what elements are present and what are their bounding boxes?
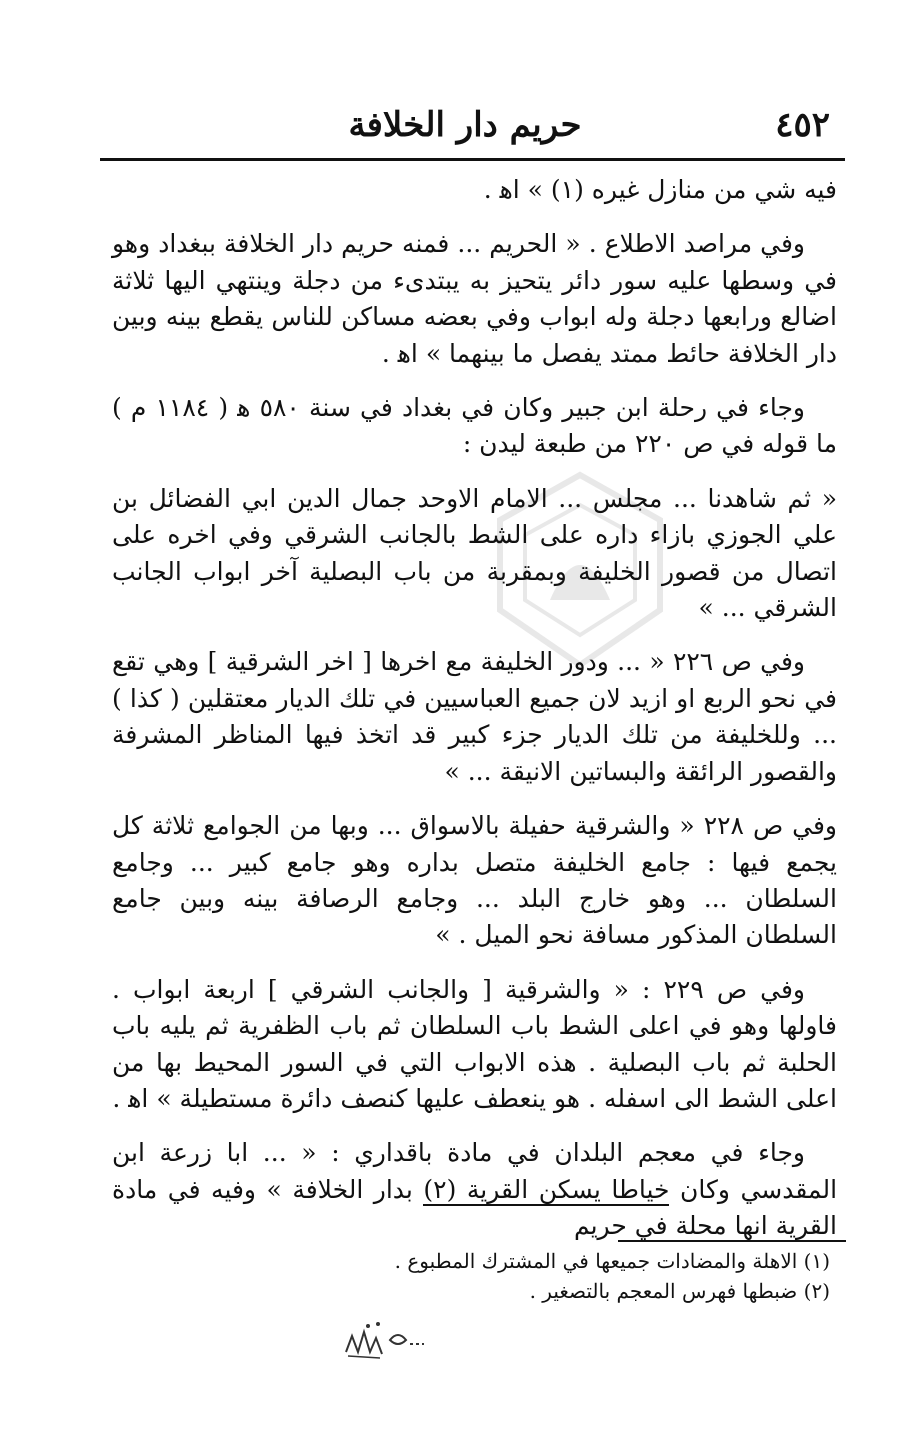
header-rule (100, 158, 845, 161)
paragraph-continuation: فيه شي من منازل غيره (١) » اﻫ . (483, 175, 837, 204)
footnotes (330, 1246, 830, 1306)
mujam-text-start: وجاء في معجم البلدان في مادة باقداري : « ... ابا زرعة ابن المقدسي وكان (112, 1138, 838, 1204)
page-number: ٤٥٢ (775, 105, 830, 145)
body-text (112, 172, 837, 1263)
running-title: حريم دار الخلافة (348, 105, 582, 145)
quote-ibn-jubayr-228: وفي ص ٢٢٨ « والشرقية حفيلة بالاسواق ... وبها من الجوامع ثلاثة كل يجمع فيها : جامع الخليفة متصل بداره وهو جامع كبير ... وجامع السلطان ... وهو خارج البلد ... وجامع الرصافة بينه وبين جامع السلطان المذكور مسافة نحو الميل . » (112, 811, 837, 950)
paragraph-mujam-al-buldan (112, 1135, 837, 1244)
footnote-2: (٢) ضبطها فهرس المعجم بالتصغير . (529, 1279, 830, 1303)
page-header (100, 100, 830, 150)
paragraph-ibn-jubayr: وجاء في رحلة ابن جبير وكان في بغداد في سنة ٥٨٠ ﻫ ( ١١٨٤ م ) ما قوله في ص ٢٢٠ من طبعة ليدن : (112, 393, 837, 459)
quote-ibn-jubayr-220: « ثم شاهدنا ... مجلس ... الامام الاوحد جمال الدين ابي الفضائل بن علي الجوزي بازاء داره على الشط بالجانب الشرقي وفي اخره على اتصال من قصور الخليفة وبمقربة من باب البصلية آخر ابواب الجانب الشرقي ... » (112, 483, 837, 623)
footnote-1: (١) الاهلة والمضادات جميعها في المشترك المطبوع . (394, 1249, 830, 1273)
mujam-text-end: بدار الخلافة » وفيه في مادة القرية انها محلة في حريم (112, 1174, 837, 1241)
mujam-underlined-phrase: خياطا يسكن القرية (٢) (423, 1174, 670, 1204)
quote-ibn-jubayr-229: وفي ص ٢٢٩ : « والشرقية [ والجانب الشرقي ] اربعة ابواب . فاولها وهو في اعلى الشط باب السلطان ثم باب الظفرية ثم يليه باب الحلبة ثم باب البصلية . هذه الابواب التي في السور المحيط بها من اعلى الشط الى اسفله . هو ينعطف عليها كنصف دائرة مستطيلة » اﻫ . (112, 974, 837, 1113)
quote-ibn-jubayr-226: وفي ص ٢٢٦ « ... ودور الخليفة مع اخرها [ اخر الشرقية ] وهي تقع في نحو الربع او ازيد لان جميع العباسيين في تلك الديار معتقلين ( كذا ) ... وللخليفة من تلك الديار جزء كبير قد اتخذ فيها المناظر المشرفة والقصور الرائقة والبساتين الانيقة ... » (112, 647, 837, 786)
footnote-rule (618, 1240, 846, 1242)
ink-stamp-icon (338, 1318, 428, 1362)
paragraph-marasid: وفي مراصد الاطلاع . « الحريم ... فمنه حريم دار الخلافة ببغداد وهو في وسطها عليه سور دائر يتحيز به يبتدىء من دجلة وينتهي اليها ثلاثة اضالع ورابعها دجلة وله ابواب وفي بعضه مساكن للناس يقطع بينه وبين دار الخلافة حائط ممتد يفصل ما بينهما » اﻫ . (112, 229, 837, 368)
